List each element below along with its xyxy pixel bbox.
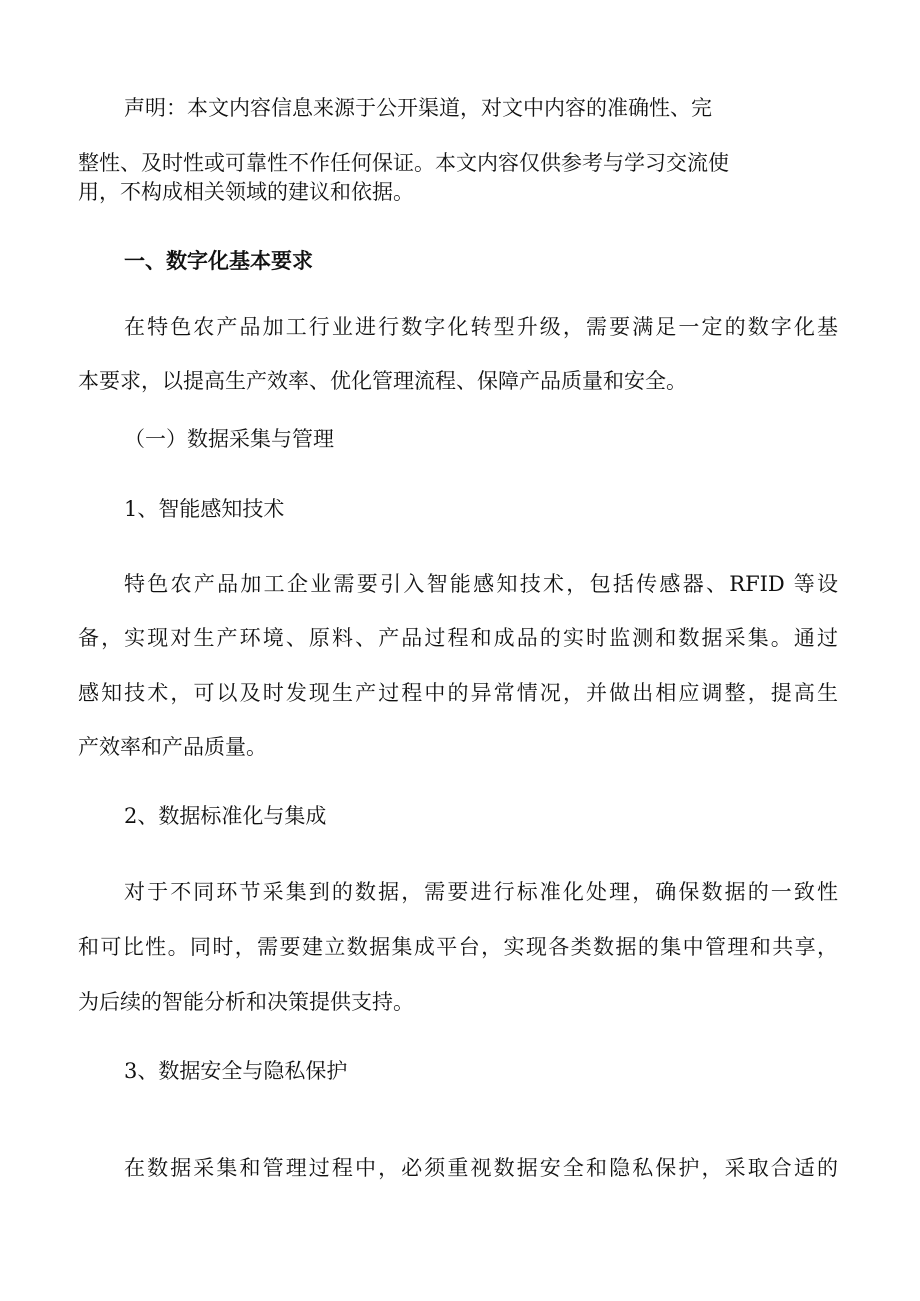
section-heading: 一、数字化基本要求	[124, 248, 313, 273]
item1-line-4: 产效率和产品质量。	[78, 735, 267, 759]
item2-line-1: 对于不同环节采集到的数据，需要进行标准化处理，确保数据的一致性	[124, 880, 838, 904]
intro-line-2: 本要求，以提高生产效率、优化管理流程、保障产品质量和安全。	[78, 369, 687, 393]
intro-line-1: 在特色农产品加工行业进行数字化转型升级，需要满足一定的数字化基	[124, 315, 838, 339]
item-heading-1: 1、智能感知技术	[124, 497, 285, 521]
item1-line-1: 特色农产品加工企业需要引入智能感知技术，包括传感器、RFID 等设	[124, 572, 838, 596]
disclaimer-line-1: 声明：本文内容信息来源于公开渠道，对文中内容的准确性、完	[124, 96, 712, 120]
item1-line-3: 感知技术，可以及时发现生产过程中的异常情况，并做出相应调整，提高生	[78, 681, 838, 705]
item2-line-3: 为后续的智能分析和决策提供支持。	[78, 990, 414, 1014]
subsection-heading: （一）数据采集与管理	[124, 427, 334, 451]
item-heading-2: 2、数据标准化与集成	[124, 804, 327, 828]
disclaimer-line-3: 用，不构成相关领域的建议和依据。	[78, 180, 414, 204]
item1-line-2: 备，实现对生产环境、原料、产品过程和成品的实时监测和数据采集。通过	[78, 626, 838, 650]
item2-line-2: 和可比性。同时，需要建立数据集成平台，实现各类数据的集中管理和共享，	[78, 935, 838, 959]
item3-line-1: 在数据采集和管理过程中，必须重视数据安全和隐私保护，采取合适的	[124, 1156, 838, 1180]
item-heading-3: 3、数据安全与隐私保护	[124, 1059, 348, 1083]
disclaimer-line-2: 整性、及时性或可靠性不作任何保证。本文内容仅供参考与学习交流使	[78, 151, 729, 175]
